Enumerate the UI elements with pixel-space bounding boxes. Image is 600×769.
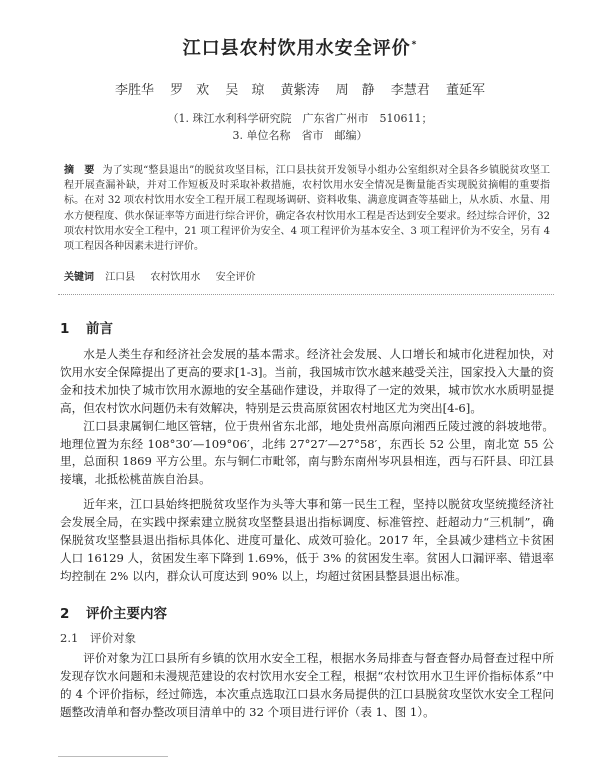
- subsection-title: 评价对象: [90, 631, 136, 645]
- paragraph: 评价对象为江口县所有乡镇的饮用水安全工程，根据水务局排查与督查督办局督查过程中所发现存饮水问题和未漫规范建设的农村饮用水安全工程，根据“农村饮用水卫生评价指标体系”中的 4 个评价指标，经过筛选，本次重点选取江口县水务局提供的江口县脱贫攻坚饮水安全工程问题整改清单和督办整改项目清单中的 32 个项目进行评价（表 1、图 1）。: [60, 651, 554, 719]
- paragraph: 江口县隶属铜仁地区管辖，位于贵州省东北部，地处贵州高原向湘西丘陵过渡的斜坡地带。地理位置为东经 108°30′—109°06′，北纬 27°27′—27°58′，东西长 52 公里，南北宽 55 公里，总面积 1869 平方公里。东与铜仁市毗邻，南与黔东南州岑巩县相连，西与石阡县、印江县接壤，北抵松桃苗族自治县。: [60, 418, 554, 487]
- section-number: 1: [60, 321, 70, 337]
- author: 罗 欢: [170, 83, 210, 98]
- title-footnote-mark: *: [411, 40, 418, 50]
- author: 董延军: [445, 83, 485, 98]
- keyword: 江口县: [105, 272, 136, 283]
- subsection-number: 2.1: [60, 631, 79, 645]
- abstract-text: 为了实现“整县退出”的脱贫攻坚目标，江口县扶贫开发领导小组办公室组织对全县各乡镇脱贫攻坚工程开展查漏补缺，并对工作短板及时采取补救措施，农村饮用水安全情况是衡量能否实现脱贫摘帽的重要指标。在对 32 项农村饮用水安全工程开展工程现场调研、资料收集、满意度调查等基础上，从水质、水量、用水方便程度、供水保证率等方面进行综合评价，确定各农村饮用水工程是否达到安全要求。经过综合评价，32 项农村饮用水安全工程中，21 项工程评价为安全、4 项工程评价为基本安全、3 项工程评价为不安全，另有 4 项工程因各种因素未进行评价。: [64, 165, 550, 253]
- keyword: 安全评价: [215, 272, 256, 283]
- section-heading-introduction: [60, 317, 113, 337]
- paragraph: 水是人类生存和经济社会发展的基本需求。经济社会发展、人口增长和城市化进程加快，对饮用水安全保障提出了更高的要求[1-3]。当前，我国城市饮水越来越受关注，国家投入大量的资金和技术加快了城市饮用水源地的安全基础作建设，并取得了一定的效果，城市饮水水质明显提高，但农村饮水问题仍未有效解决，特别是云贵高原贫困农村地区尤为突出[4-6]。: [60, 347, 554, 415]
- abstract-divider: [58, 294, 554, 295]
- keywords-label: 关键词: [64, 272, 94, 283]
- footnote-divider: [58, 756, 168, 757]
- section-title: 评价主要内容: [86, 606, 167, 622]
- author-list: [0, 79, 600, 98]
- author: 李胜华: [115, 83, 155, 98]
- author: 吴 琼: [225, 83, 265, 98]
- author: 黄紫涛: [280, 83, 320, 98]
- section-number: 2: [60, 606, 70, 622]
- paragraph: 近年来，江口县始终把脱贫攻坚作为头等大事和第一民生工程，坚持以脱贫攻坚统揽经济社会发展全局，在实践中探索建立脱贫攻坚整县退出指标调度、标准管控、赶超动力“三机制”，确保脱贫攻坚整县退出指标具体化、进度可量化、成效可验化。2017 年，全县减少建档立卡贫困人口 16129 人，贫困发生率下降到 1.69%，低于 3% 的贫困发生率。贫困人口漏评率、错退率均控制在 2% 以内，群众认可度达到 90% 以上，均超过贫困县整县退出标准。: [60, 497, 554, 583]
- keywords: [64, 268, 550, 283]
- abstract-label: 摘 要: [64, 165, 95, 176]
- section-1-body: [60, 346, 554, 489]
- section-heading-evaluation: [60, 602, 167, 622]
- keyword: 农村饮用水: [150, 272, 201, 283]
- section-2-1-body: [60, 650, 554, 722]
- paper-title: [0, 34, 600, 60]
- author: 周 静: [335, 83, 375, 98]
- abstract: [64, 163, 550, 254]
- affiliation-line-2: 3. 单位名称 省市 邮编）: [232, 129, 368, 142]
- section-title: 前言: [86, 321, 113, 337]
- section-1-body-continued: [60, 496, 554, 586]
- subsection-heading-evaluation-object: [60, 630, 136, 646]
- author: 李慧君: [390, 83, 430, 98]
- affiliation-line-1: （1. 珠江水利科学研究院 广东省广州市 510611；: [167, 112, 433, 125]
- title-text: 江口县农村饮用水安全评价: [182, 38, 411, 59]
